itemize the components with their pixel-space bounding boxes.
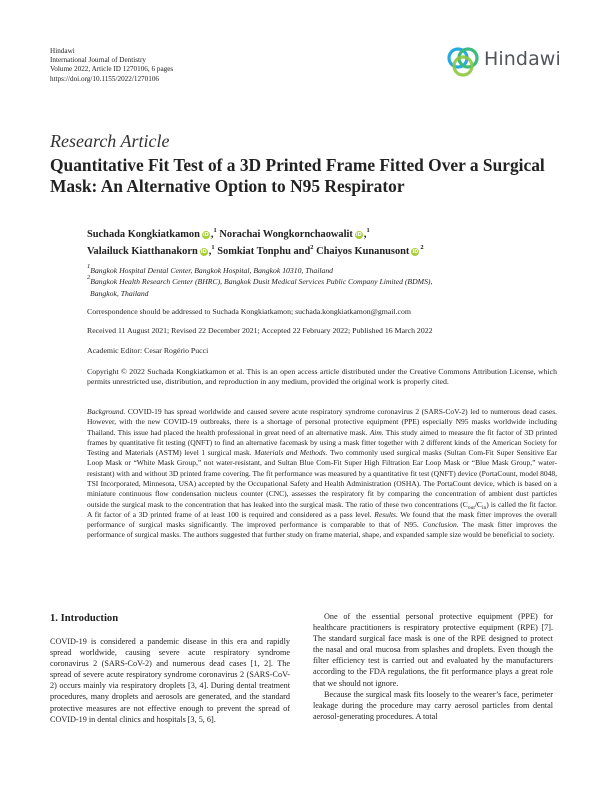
author-affiliation-sup: 2 — [310, 244, 314, 251]
author-affiliation-sup: 1 — [366, 227, 370, 234]
paragraph: COVID-19 is considered a pandemic disease in this era and rapidly spread worldwide, causing severe acute respiratory syndrome coronavirus 2 (SARS-CoV-2) and numerous dead cases [1, 2]. The spread of severe acute respiratory syndrome coronavirus 2 (SARS-CoV-2) occurs mainly via respiratory droplets [3, 4]. During dental treatment procedures, many droplets and aerosols are generated, and the standard protective measures are not effective enough to prevent the spread of COVID-19 in dental clinics and hospitals [3, 5, 6]. — [50, 637, 290, 724]
abstract-methods-label: Materials and Methods. — [254, 448, 328, 458]
affiliations — [87, 265, 557, 299]
correspondence: Correspondence should be addressed to Suchada Kongkiatkamon; suchada.kongkiatkamon@gmail.com — [87, 307, 411, 316]
abstract-background-label: Background. — [87, 407, 126, 416]
abstract-results: We found that the mask fitter improves the overall performance of surgical masks significantly. The improved performance is comparable to that of N95. — [87, 509, 557, 530]
section-heading-introduction: 1. Introduction — [50, 613, 119, 624]
author-name[interactable]: Chaiyos Kunanusont — [316, 246, 410, 257]
abstract-methods: Two commonly used surgical masks (Sultan Com-Fit Super Sensitive Ear Loop Mask or “White Mask Group,” not water-resistant, and Sultan Blue Com-Fit Super High Filtration Ear Loop Mask or “Blue Mask Group,” water-resistant) with and without 3D printed frame covering. The fit performance was measured by a quantitative fit test (QNFT) device (PortaCount, model 8048, TSI Incorporated, Minnesota, USA) accepted by the Occupational Safety and Health Administration (OSHA). The PortaCount device, which is based on a miniature continuous flow condensation nucleus counter (CNC), assesses the respiratory fit by comparing the concentration of ambient dust particles outside the surgical mask to the concentration that has leaked into the surgical mask. The ratio of these two concentrations (C — [87, 448, 558, 509]
publication-dates: Received 11 August 2021; Revised 22 December 2021; Accepted 22 February 2022; Published 16 March 2022 — [87, 326, 433, 335]
author-affiliation-sup: 1 — [213, 227, 217, 234]
journal-name: International Journal of Dentistry — [50, 56, 147, 65]
author-name[interactable]: Somkiat Tonphu — [217, 246, 291, 257]
orcid-icon[interactable]: iD — [202, 232, 209, 238]
logo-wordmark: Hindawi — [484, 48, 561, 70]
volume-info: Volume 2022, Article ID 1270106, 6 pages — [50, 65, 174, 74]
journal-header — [50, 47, 173, 84]
author-line-1: Suchada Kongkiatkamon iD ,$^1$ Norachai Wongkornchaowalit iD ,$^1$ — [87, 227, 370, 240]
author-name[interactable]: Valailuck Kiatthanakorn — [87, 246, 198, 257]
orcid-icon[interactable]: iD — [355, 232, 362, 238]
column-right — [313, 611, 553, 722]
orcid-icon[interactable]: iD — [200, 249, 207, 255]
abstract-background: COVID-19 has spread worldwide and caused severe acute respiratory syndrome coronavirus 2 (SARS-CoV-2) led to numerous dead cases. However, with the new COVID-19 outbreaks, there is a shortage of personal protective equipment (PPE) especially N95 masks worldwide including Thailand. This issue had placed the health professional in great need of an alternative mask. — [87, 407, 557, 437]
article-type: Research Article — [50, 131, 170, 151]
academic-editor: Academic Editor: Cesar Rogério Pucci — [87, 346, 209, 355]
author-affiliation-sup: 1 — [211, 244, 215, 251]
column-left — [50, 636, 290, 725]
author-line-2: Valailuck Kiatthanakorn iD ,$^1$ Somkiat Tonphu and$^2$ Chaiyos Kunanusont $iD^2$ — [87, 244, 424, 257]
paragraph: One of the essential personal protective equipment (PPE) for healthcare practitioners is respiratory protective equipment (RPE) [7]. The standard surgical face mask is one of the RPE designed to protect the nasal and oral mucosa from splashes and droplets. Even though the filter efficiency test is carried out and evaluated by the manufacturers according to the FDA regulations, the fit performance plays a great role that we should not ignore. — [313, 612, 553, 688]
author-list — [87, 226, 557, 260]
abstract-conclusion-label: Conclusion. — [422, 520, 459, 530]
hindawi-logo[interactable] — [445, 44, 561, 80]
copyright-notice: Copyright © 2022 Suchada Kongkiatkamon et al. This is an open access article distributed under the Creative Commons Attribution License, which permits unrestricted use, distribution, and reproduction in any medium, provided the original work is properly cited. — [87, 367, 557, 387]
doi-link[interactable]: https://doi.org/10.1155/2022/1270106 — [50, 74, 160, 83]
abstract-results-label: Results. — [374, 509, 398, 519]
abstract-conclusion: The mask fitter improves the performance of surgical masks. The authors suggested that further study on frame material, shape, and expanded sample size would be beneficial to society. — [87, 520, 557, 540]
affiliation-2: $^2$Bangkok Health Research Center (BHRC), Bangkok Dusit Medical Services Public Company Limited (BDMS), — [87, 274, 433, 287]
orcid-icon[interactable]: iD — [412, 249, 419, 255]
abstract-aim: This study aimed to measure the fit factor of 3D printed frames by quantitative fit testing (QNFT) to find an alternative facemask by using a mask fitter together with 2 different kinds of the American Society for Testing and Materials (ASTM) level 1 surgical mask. — [87, 427, 557, 458]
author-name[interactable]: Suchada Kongkiatkamon — [87, 229, 200, 240]
abstract-aim-label: Aim. — [369, 427, 384, 437]
author-affiliation-sup: 2 — [420, 244, 424, 251]
hindawi-logo-icon — [445, 44, 483, 80]
publisher-name: Hindawi — [50, 47, 75, 55]
paragraph: Because the surgical mask fits loosely to the wearer’s face, perimeter leakage during the procedure may carry aerosol particles from dental aerosol-generating procedures. A total — [313, 689, 553, 721]
affiliation-2-continued: Bangkok, Thailand — [90, 288, 149, 298]
abstract: Background. COVID-19 has spread worldwide and caused severe acute respiratory syndrome coronavirus 2 (SARS-CoV-2) led to numerous dead cases. However, with the new COVID-19 outbreaks, there is a shortage of personal protective equipment (PPE) especially N95 masks worldwide including Thailand. This issue had placed the health professional in great need of an alternative mask. Aim. This study aimed to measure the fit factor of 3D printed frames by quantitative fit testing (QNFT) to find an alternative facemask by using a mask fitter together with 2 different kinds of the American Society for Testing and Materials (ASTM) level 1 surgical mask. Materials and Methods. Two commonly used surgical masks (Sultan Com-Fit Super Sensitive Ear Loop Mask or “White Mask Group,” not water-resistant, and Sultan Blue Com-Fit Super High Filtration Ear Loop Mask or “Blue Mask Group,” water-resistant) with and without 3D printed frame covering. The fit performance was measured by a quantitative fit test (QNFT) device (PortaCount, model 8048, TSI Incorporated, Minnesota, USA) accepted by the Occupational Safety and Health Administration (OSHA). The PortaCount device, which is based on a miniature continuous flow condensation nucleus counter (CNC), assesses the respiratory fit by comparing the concentration of ambient dust particles outside the surgical mask to the concentration that has leaked into the surgical mask. The ratio of these two concentrations $(C_{out}/C_{in})$ is called the fit factor. A fit factor of a 3D printed frame of at least 100 is required and considered as a pass level. Results. We found that the mask fitter improves the overall performance of surgical masks significantly. The improved performance is comparable to that of N95. Conclusion. The mask fitter improves the performance of surgical masks. The authors suggested that further study on frame material, shape, and expanded sample size would be beneficial to society. — [87, 407, 558, 540]
article-title: Quantitative Fit Test of a 3D Printed Frame Fitted Over a Surgical Mask: An Alternative Option to N95 Respirator — [50, 155, 545, 196]
author-name[interactable]: Norachai Wongkornchaowalit — [219, 229, 353, 240]
affiliation-1: $^1$Bangkok Hospital Dental Center, Bangkok Hospital, Bangkok 10310, Thailand — [87, 263, 334, 275]
